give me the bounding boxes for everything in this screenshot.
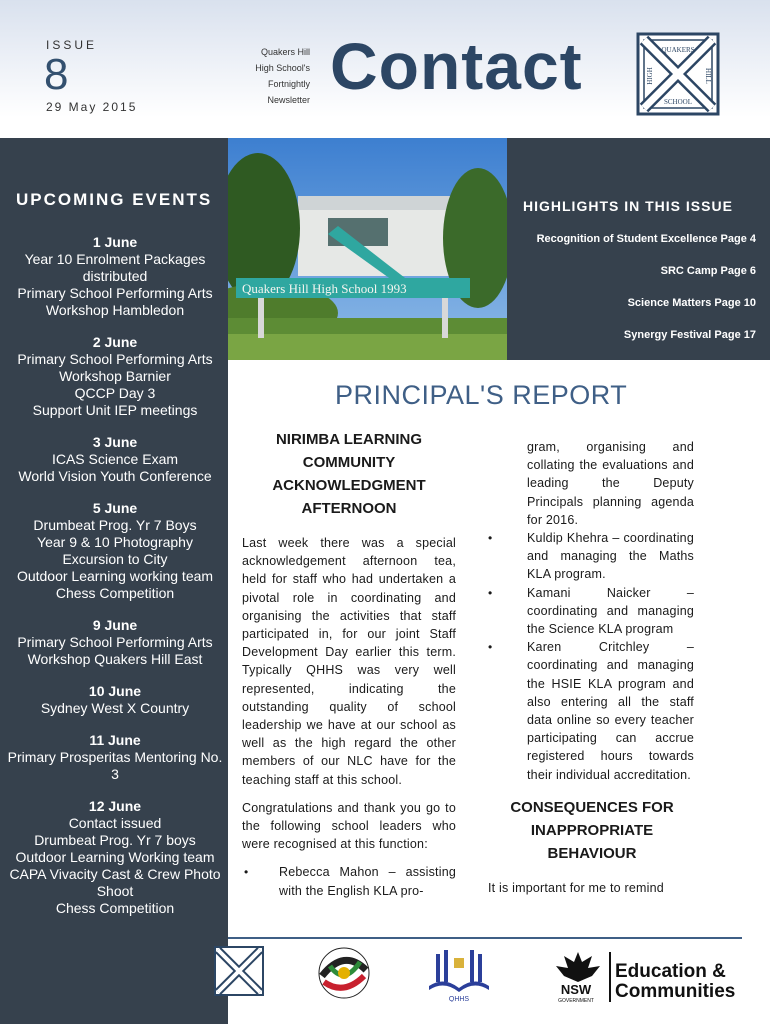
report-paragraph: Congratulations and thank you go to the following school leaders who were recognised at this function: <box>242 800 456 852</box>
school-sign-photo <box>228 138 507 360</box>
upcoming-events-title: UPCOMING EVENTS <box>16 190 213 209</box>
event-date: 9 June <box>92 617 138 633</box>
list-item: • Rebecca Mahon – assisting with the English KLA pro- <box>242 863 456 899</box>
svg-text:NSW: NSW <box>560 982 592 997</box>
event-group <box>6 798 224 917</box>
upcoming-events-sidebar <box>0 138 228 1024</box>
event-item: Primary School Performing Arts Workshop Hambledon <box>17 285 213 318</box>
event-group <box>6 234 224 319</box>
report-paragraph: It is important for me to remind <box>488 880 664 895</box>
event-item: Primary Prosperitas Mentoring No. 3 <box>7 749 223 782</box>
highlight-item[interactable]: Synergy Festival Page 17 <box>623 329 756 341</box>
event-item: Primary School Performing Arts Workshop Barnier <box>17 351 213 384</box>
event-group <box>6 732 224 783</box>
issue-number: 8 <box>44 50 69 99</box>
masthead <box>0 0 770 138</box>
list-item: • Karen Critchley – coordinating and managing the HSIE KLA program and also entering all the staff data online so every teacher participating can accrue registered hours towards their individual accreditation. <box>490 638 694 784</box>
svg-text:QHHS: QHHS <box>448 996 470 1002</box>
leaders-list <box>490 529 694 784</box>
highlight-item[interactable]: Recognition of Student Excellence Page 4 <box>536 233 756 245</box>
education-communities-text: Education & Communities <box>615 961 736 1002</box>
svg-text:HIGH: HIGH <box>646 67 654 85</box>
event-date: 2 June <box>92 334 138 350</box>
nirimba-section-heading: NIRIMBA LEARNING COMMUNITY ACKNOWLEDGMENT AFTERNOON <box>272 431 426 517</box>
highlights-title: HIGHLIGHTS IN THIS ISSUE <box>523 198 733 214</box>
report-paragraph: Last week there was a special acknowledgement afternoon tea, held for staff who had undertaken a pivotal role in coordinating and organising the activities that staff participated in, for our joint Staff Development Day earlier this term. Typically QHHS was very well represented, indicating the outstanding quality of school leadership we have at our school as well as the high regard the other members of our NLC have for the teaching staff at this school. <box>242 536 456 787</box>
list-item-continuation: gram, organising and collating the evaluations and leading the Deputy Principals planning agenda for 2016. <box>527 440 694 527</box>
event-item: ICAS Science Exam <box>51 451 179 467</box>
consequences-section-heading: CONSEQUENCES FOR INAPPROPRIATE BEHAVIOUR <box>510 798 674 862</box>
report-column-2 <box>490 438 694 907</box>
svg-text:QUAKERS: QUAKERS <box>661 46 695 54</box>
event-group <box>6 434 224 485</box>
leaders-list <box>242 863 456 899</box>
principals-report-title: PRINCIPAL'S REPORT <box>335 380 628 410</box>
highlight-item[interactable]: Science Matters Page 10 <box>627 297 756 309</box>
svg-text:HILL: HILL <box>704 68 712 84</box>
school-sign-text: Quakers Hill High School 1993 <box>242 281 407 296</box>
event-item: Year 10 Enrolment Packages distributed <box>24 251 206 284</box>
list-item: • Kamani Naicker – coordinating and managing the Science KLA program <box>490 584 694 639</box>
event-item: World Vision Youth Conference <box>18 468 212 484</box>
waratah-icon <box>548 948 608 1004</box>
issue-date: 29 May 2015 <box>46 100 138 114</box>
event-date: 1 June <box>92 234 138 250</box>
nirimba-community-logo <box>314 946 374 1000</box>
highlight-item[interactable]: SRC Camp Page 6 <box>660 265 756 277</box>
event-item: Drumbeat Prog. Yr 7 Boys <box>33 517 197 533</box>
nsw-education-logo <box>548 948 742 1004</box>
event-group <box>6 334 224 419</box>
event-item: QCCP Day 3 <box>74 385 156 401</box>
event-item: Outdoor Learning Working team <box>15 849 215 865</box>
event-date: 5 June <box>92 500 138 516</box>
event-item: Drumbeat Prog. Yr 7 boys <box>34 832 196 848</box>
school-crest-small-logo <box>212 944 266 1000</box>
events-list <box>6 234 224 932</box>
event-group <box>6 500 224 602</box>
school-crest-logo <box>636 32 720 116</box>
svg-text:GOVERNMENT: GOVERNMENT <box>558 998 594 1004</box>
highlights-panel <box>507 138 770 360</box>
report-column-1 <box>242 428 456 900</box>
event-item: CAPA Vivacity Cast & Crew Photo Shoot <box>9 866 221 899</box>
qhhs-book-logo <box>424 946 494 1002</box>
event-item: Year 9 & 10 Photography Excursion to City <box>37 534 193 567</box>
event-date: 12 June <box>88 798 142 814</box>
event-item: Support Unit IEP meetings <box>32 402 198 418</box>
event-item: Chess Competition <box>55 585 175 601</box>
event-date: 3 June <box>92 434 138 450</box>
list-item: • Kuldip Khehra – coordinating and managing the Maths KLA program. <box>490 529 694 584</box>
event-item: Outdoor Learning working team <box>16 568 214 584</box>
newsletter-tagline: Quakers Hill High School's Fortnightly Newsletter <box>255 47 310 105</box>
event-date: 11 June <box>89 732 141 748</box>
event-item: Primary School Performing Arts Workshop Quakers Hill East <box>17 634 213 667</box>
issue-label: ISSUE <box>46 38 98 52</box>
event-group <box>6 683 224 717</box>
footer-divider <box>228 937 742 939</box>
event-item: Chess Competition <box>55 900 175 916</box>
event-group <box>6 617 224 668</box>
newsletter-title: Contact <box>330 29 583 103</box>
logo-divider <box>609 952 611 1002</box>
event-item: Sydney West X Country <box>40 700 190 716</box>
event-item: Contact issued <box>68 815 162 831</box>
svg-text:SCHOOL: SCHOOL <box>663 98 693 106</box>
event-date: 10 June <box>88 683 142 699</box>
